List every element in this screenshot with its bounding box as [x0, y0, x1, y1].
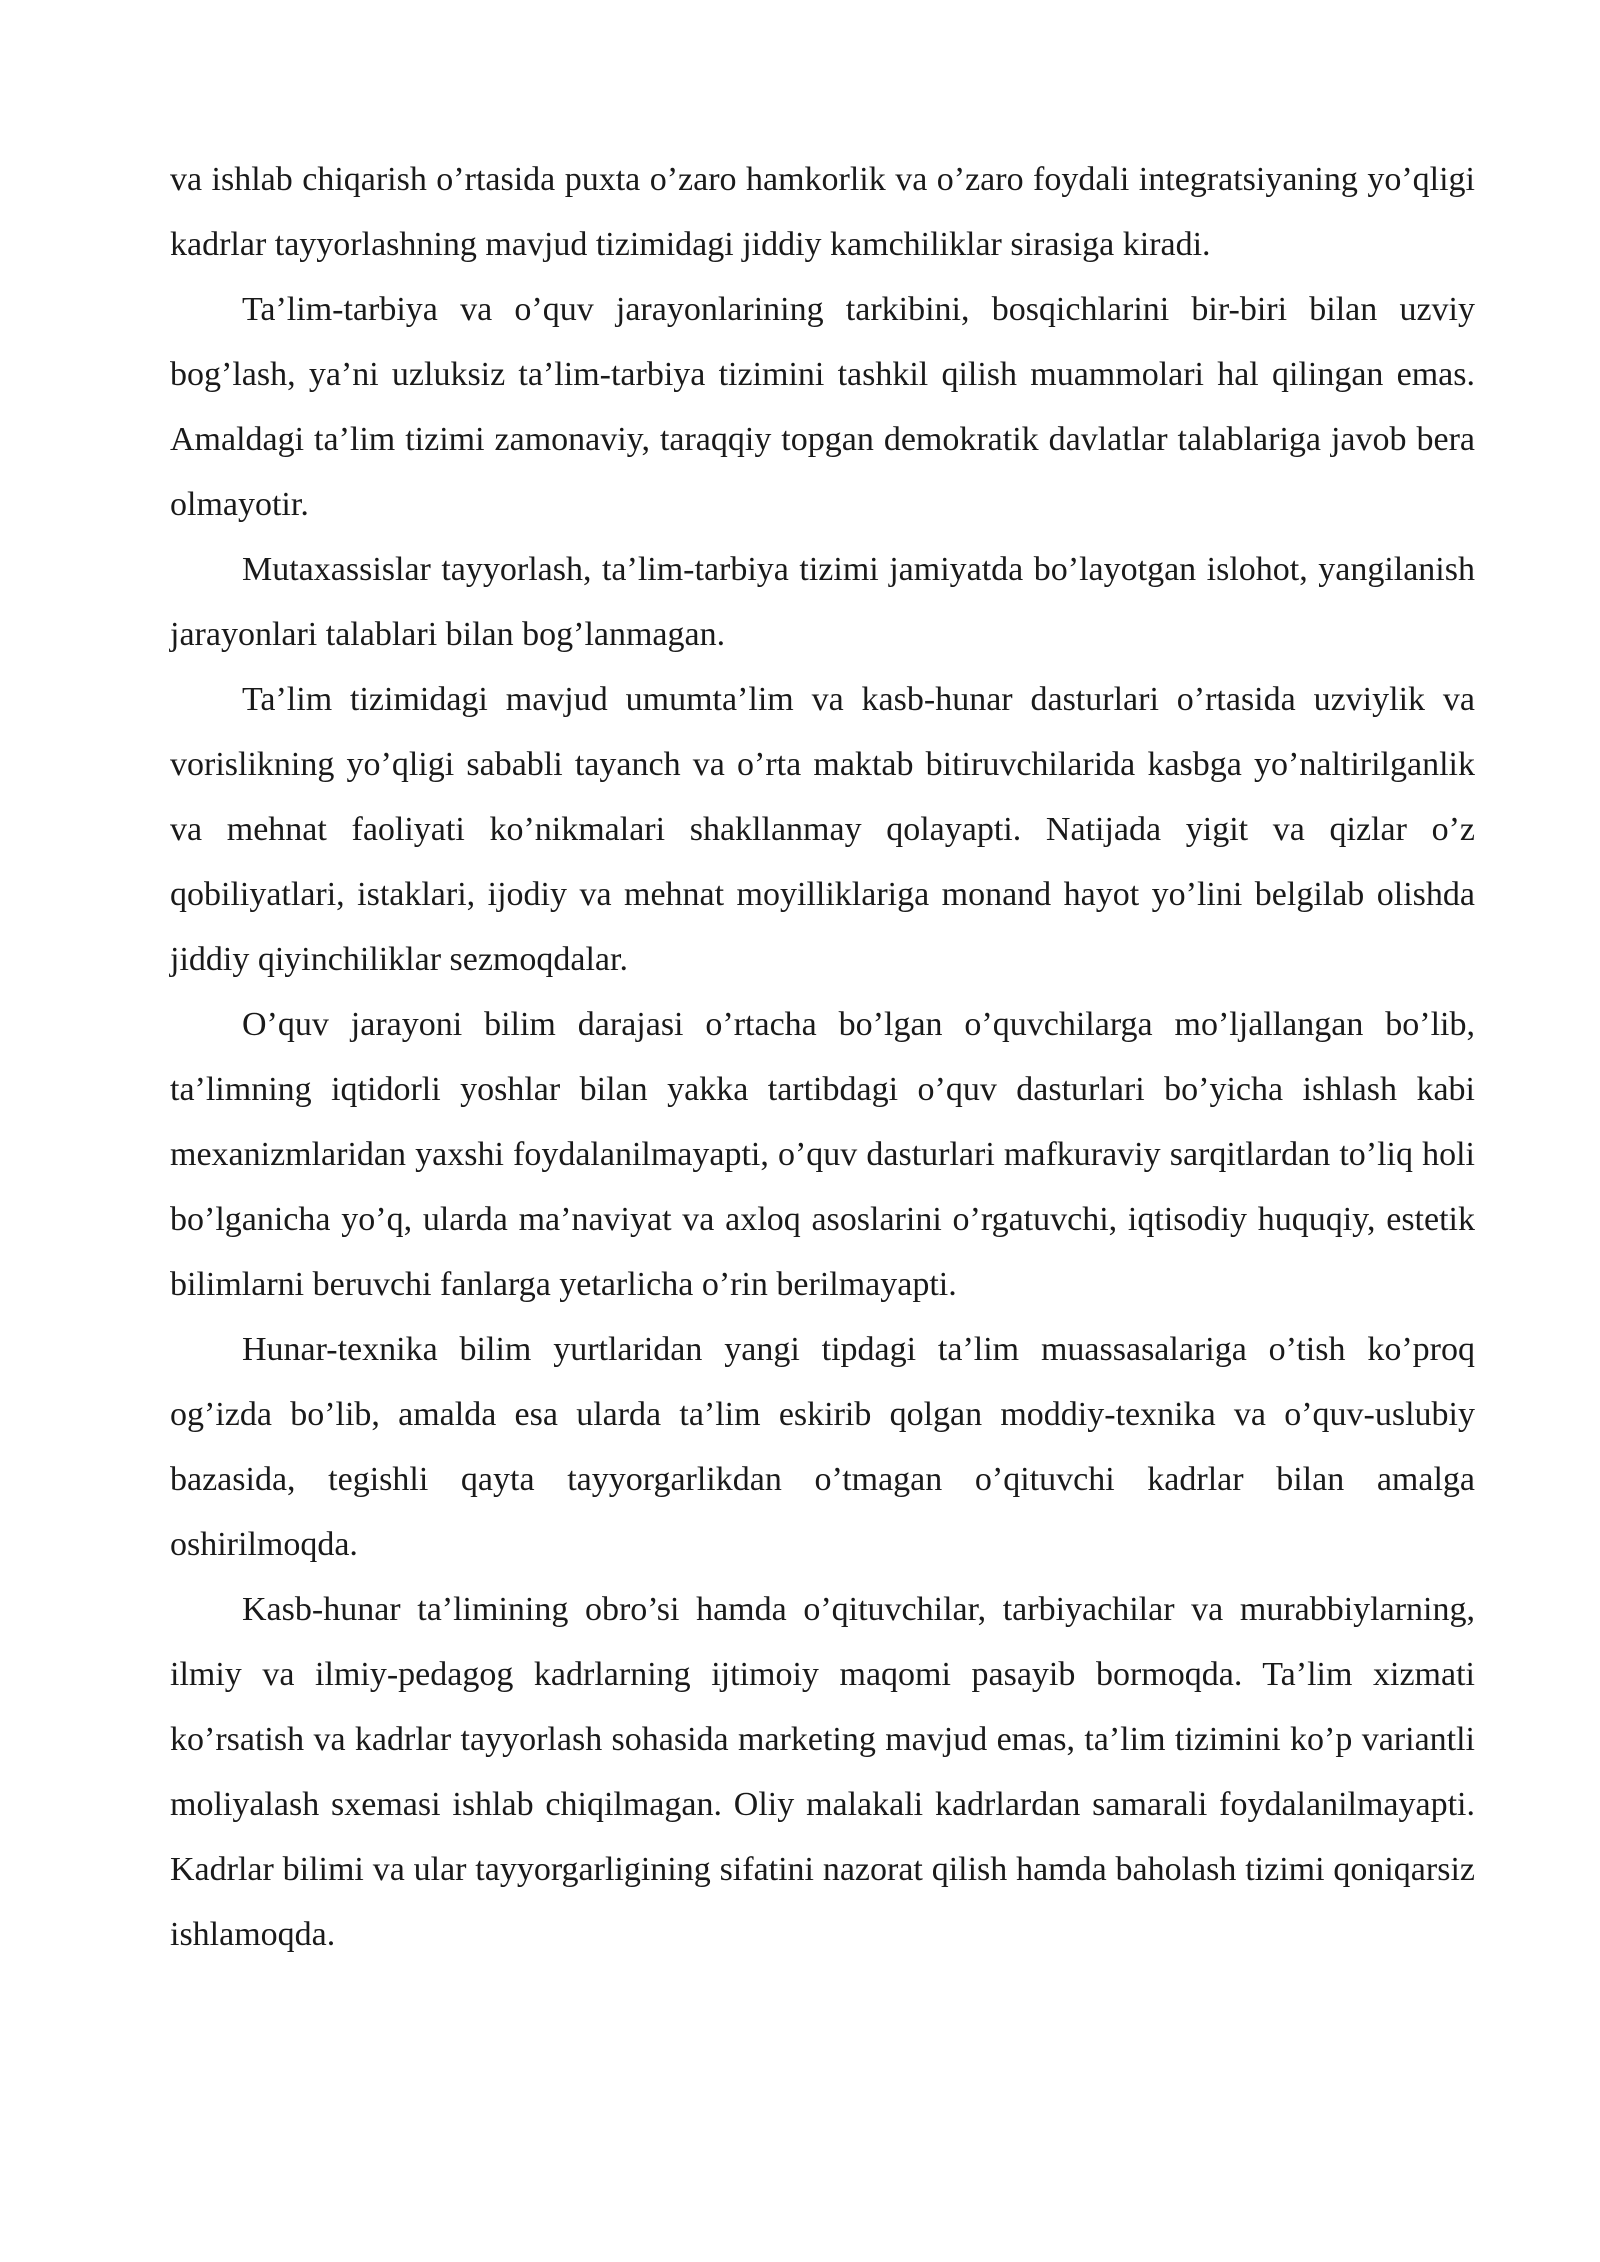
paragraph: Ta’lim-tarbiya va o’quv jarayonlarining tarkibini, bosqichlarini bir-biri bilan uzviy bog’lash, ya’ni uzluksiz ta’lim-tarbiya tizimini tashkil qilish muammolari hal qilingan emas. Amaldagi ta’lim tizimi zamonaviy, taraqqiy topgan demokratik davlatlar talablariga javob bera olmayotir. [170, 291, 1475, 523]
paragraph: Ta’lim tizimidagi mavjud umumta’lim va kasb-hunar dasturlari o’rtasida uzviylik va vorislikning yo’qligi sababli tayanch va o’rta maktab bitiruvchilarida kasbga yo’naltirilganlik va mehnat faoliyati ko’nikmalari shakllanmay qolayapti. Natijada yigit va qizlar o’z qobiliyatlari, istaklari, ijodiy va mehnat moyilliklariga monand hayot yo’lini belgilab olishda jiddiy qiyinchiliklar sezmoqdalar. [170, 681, 1475, 978]
document-page [170, 147, 1475, 1967]
paragraph: Hunar-texnika bilim yurtlaridan yangi tipdagi ta’lim muassasalariga o’tish ko’proq og’izda bo’lib, amalda esa ularda ta’lim eskirib qolgan moddiy-texnika va o’quv-uslubiy bazasida, tegishli qayta tayyorgarlikdan o’tmagan o’qituvchi kadrlar bilan amalga oshirilmoqda. [170, 1331, 1475, 1563]
paragraph-continuation: va ishlab chiqarish o’rtasida puxta o’zaro hamkorlik va o’zaro foydali integratsiyaning yo’qligi kadrlar tayyorlashning mavjud tizimidagi jiddiy kamchiliklar sirasiga kiradi. [170, 161, 1475, 263]
paragraph: Kasb-hunar ta’limining obro’si hamda o’qituvchilar, tarbiyachilar va murabbiylarning, ilmiy va ilmiy-pedagog kadrlarning ijtimoiy maqomi pasayib bormoqda. Ta’lim xizmati ko’rsatish va kadrlar tayyorlash sohasida marketing mavjud emas, ta’lim tizimini ko’p variantli moliyalash sxemasi ishlab chiqilmagan. Oliy malakali kadrlardan samarali foydalanilmayapti. Kadrlar bilimi va ular tayyorgarligining sifatini nazorat qilish hamda baholash tizimi qoniqarsiz ishlamoqda. [170, 1591, 1475, 1953]
paragraph: O’quv jarayoni bilim darajasi o’rtacha bo’lgan o’quvchilarga mo’ljallangan bo’lib, ta’limning iqtidorli yoshlar bilan yakka tartibdagi o’quv dasturlari bo’yicha ishlash kabi mexanizmlaridan yaxshi foydalanilmayapti, o’quv dasturlari mafkuraviy sarqitlardan to’liq holi bo’lganicha yo’q, ularda ma’naviyat va axloq asoslarini o’rgatuvchi, iqtisodiy huquqiy, estetik bilimlarni beruvchi fanlarga yetarlicha o’rin berilmayapti. [170, 1006, 1475, 1303]
paragraph: Mutaxassislar tayyorlash, ta’lim-tarbiya tizimi jamiyatda bo’layotgan islohot, yangilanish jarayonlari talablari bilan bog’lanmagan. [170, 551, 1475, 653]
